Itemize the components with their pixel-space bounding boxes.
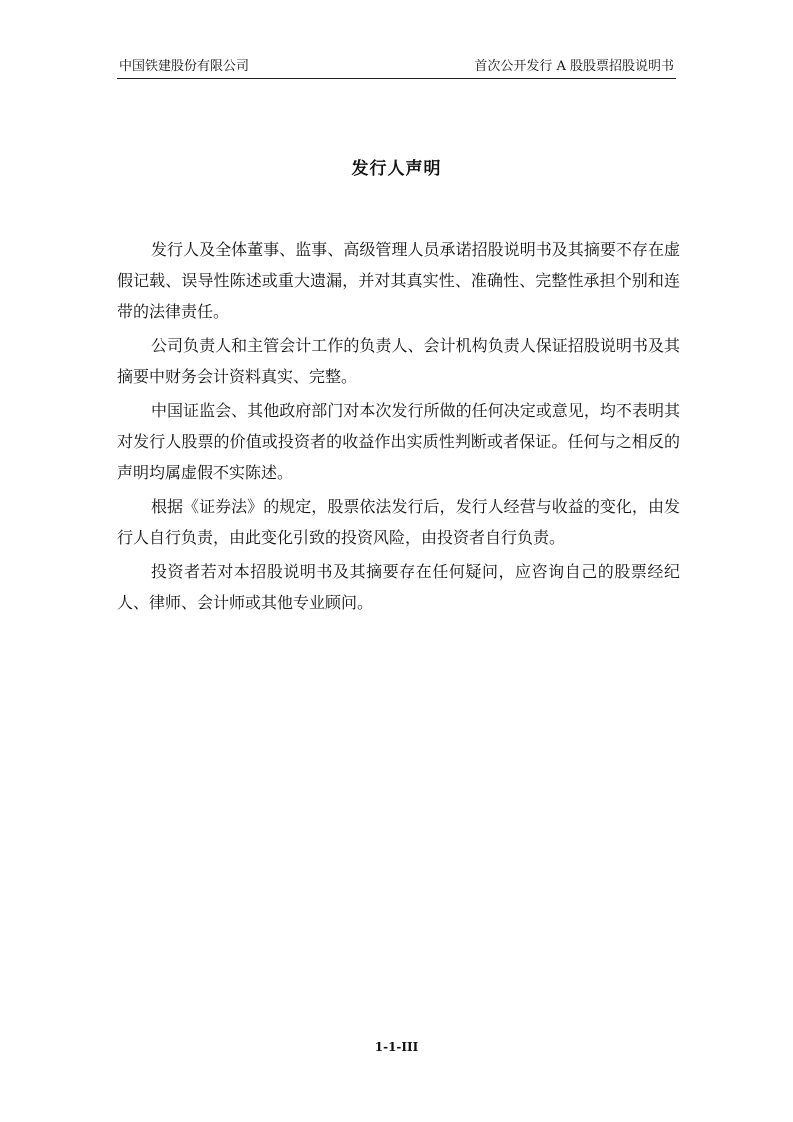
header-company-name: 中国铁建股份有限公司 <box>119 59 250 74</box>
paragraph-responsibility: 发行人及全体董事、监事、高级管理人员承诺招股说明书及其摘要不存在虚假记载、误导性陈述或重大遗漏，并对其真实性、准确性、完整性承担个别和连带的法律责任。 <box>117 240 680 321</box>
paragraph-financial-guarantee: 公司负责人和主管会计工作的负责人、会计机构负责人保证招股说明书及其摘要中财务会计资料真实、完整。 <box>117 336 680 386</box>
page-header <box>117 56 676 79</box>
paragraph-consult-advisor: 投资者若对本招股说明书及其摘要存在任何疑问，应咨询自己的股票经纪人、律师、会计师或其他专业顾问。 <box>117 562 680 612</box>
paragraph-investment-risk: 根据《证券法》的规定，股票依法发行后，发行人经营与收益的变化，由发行人自行负责，由此变化引致的投资风险，由投资者自行负责。 <box>117 497 680 547</box>
statement-body <box>117 234 680 621</box>
header-document-title: 首次公开发行 A 股股票招股说明书 <box>474 59 674 74</box>
paragraph-csrc-disclaimer: 中国证监会、其他政府部门对本次发行所做的任何决定或意见，均不表明其对发行人股票的价值或投资者的收益作出实质性判断或者保证。任何与之相反的声明均属虚假不实陈述。 <box>117 401 680 482</box>
page-number: 1-1-III <box>374 1040 419 1054</box>
page-title: 发行人声明 <box>351 159 442 179</box>
